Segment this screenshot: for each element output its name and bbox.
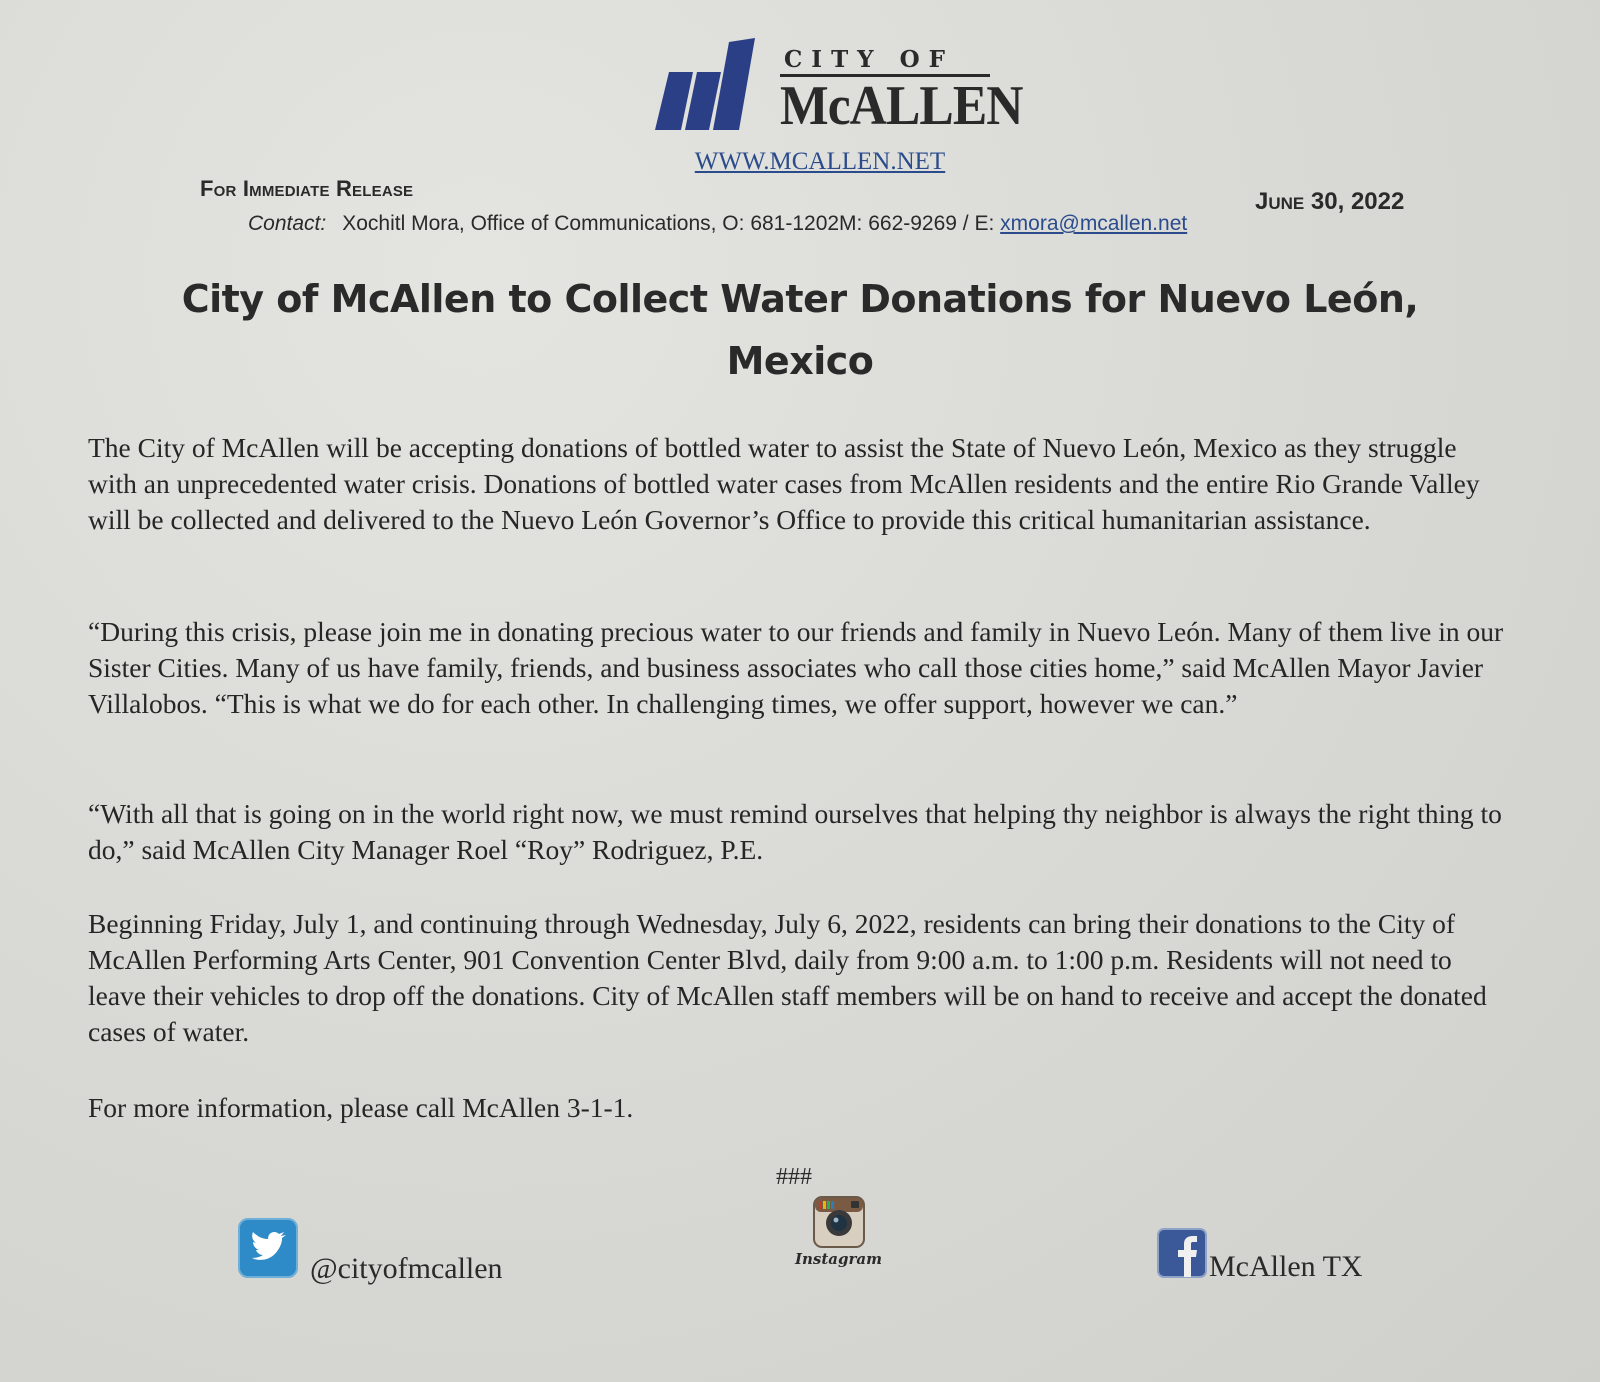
contact-line <box>248 212 1187 236</box>
website-link[interactable]: WWW.MCALLEN.NET <box>694 148 946 175</box>
facebook-handle: McAllen TX <box>1209 1250 1363 1283</box>
end-mark: ### <box>776 1164 812 1190</box>
title-line-2: Mexico <box>726 339 874 383</box>
twitter-handle: @cityofmcallen <box>310 1252 503 1285</box>
page-title <box>120 268 1480 392</box>
title-line-1: City of McAllen to Collect Water Donations for Nuevo León, <box>181 277 1419 321</box>
twitter-icon <box>238 1218 298 1278</box>
city-logo <box>655 38 1023 138</box>
contact-details: Xochitl Mora, Office of Communications, O: 681-1202M: 662-9269 / E: <box>342 212 1001 235</box>
instagram-label: Instagram <box>795 1250 882 1268</box>
paragraph-dropoff-details: Beginning Friday, July 1, and continuing through Wednesday, July 6, 2022, residents can bring their donations to the City of McAllen Performing Arts Center, 901 Convention Center Blvd, daily from 9:00 a.m. to 1:00 p.m. Residents will not need to leave their vehicles to drop off the donations. City of McAllen staff members will be on hand to receive and accept the donated cases of water. <box>88 908 1487 1047</box>
city-logo-bars-icon <box>655 38 770 134</box>
facebook-link[interactable] <box>1157 1228 1363 1283</box>
twitter-link[interactable] <box>238 1218 503 1285</box>
instagram-icon <box>813 1196 865 1248</box>
logo-city-of: CITY OF <box>780 48 990 77</box>
release-date: June 30, 2022 <box>1255 188 1405 215</box>
paragraph-intro: The City of McAllen will be accepting donations of bottled water to assist the State of Nuevo León, Mexico as they struggle with an unprecedented water crisis. Donations of bottled water cases from McAllen residents and the entire Rio Grande Valley will be collected and delivered to the Nuevo León Governor’s Office to provide this critical humanitarian assistance. <box>88 432 1480 535</box>
facebook-icon <box>1157 1228 1207 1278</box>
release-label: For Immediate Release <box>200 176 414 201</box>
paragraph-mayor-quote: “During this crisis, please join me in donating precious water to our friends and family in Nuevo León. Many of them live in our Sister Cities. Many of us have family, friends, and business associates who call those cities home,” said McAllen Mayor Javier Villalobos. “This is what we do for each other. In challenging times, we offer support, however we can.” <box>88 616 1504 719</box>
instagram-link[interactable] <box>795 1196 882 1268</box>
contact-label: Contact: <box>248 212 327 235</box>
paragraph-manager-quote: “With all that is going on in the world right now, we must remind ourselves that helping thy neighbor is always the right thing to do,” said McAllen City Manager Roel “Roy” Rodriguez, P.E. <box>88 798 1502 865</box>
paragraph-more-info: For more information, please call McAllen 3-1-1. <box>88 1092 634 1123</box>
contact-email-link[interactable]: xmora@mcallen.net <box>1000 212 1188 235</box>
logo-mcallen: McALLEN <box>780 75 1023 137</box>
